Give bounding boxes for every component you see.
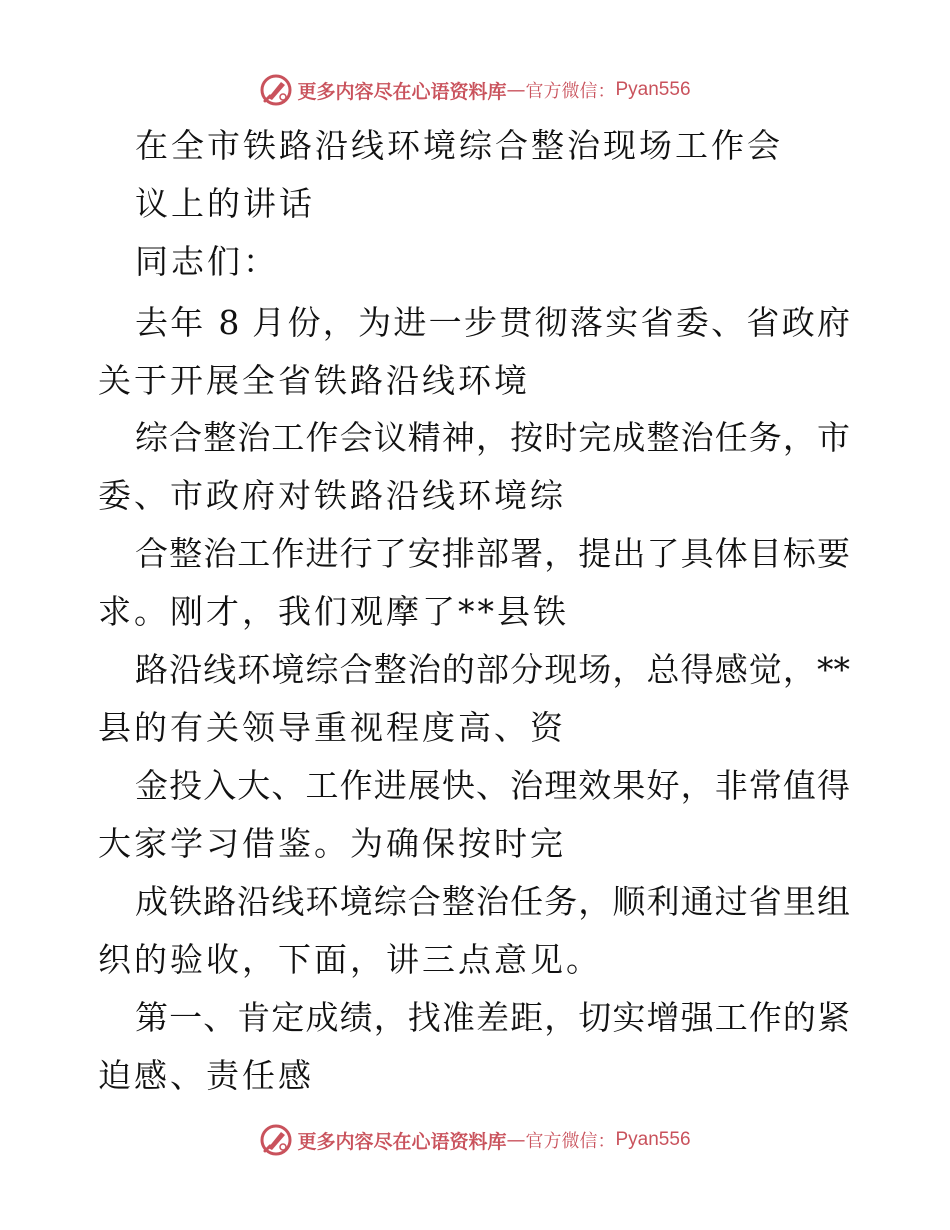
quill-pen-logo-icon [259, 1123, 293, 1157]
watermark-wechat-id: Pyan556 [615, 79, 691, 100]
paragraph-line: 成铁路沿线环境综合整治任务，顺利通过省里组 [135, 882, 850, 921]
paragraph-line: 综合整治工作会议精神，按时完成整治任务，市 [135, 418, 850, 457]
section-heading-line: 迫感、责任感 [98, 1056, 314, 1095]
paragraph-line: 委、市政府对铁路沿线环境综 [98, 476, 566, 515]
watermark-separator: — [506, 1129, 526, 1151]
paragraph-line: 织的验收，下面，讲三点意见。 [98, 940, 602, 979]
paragraph-line: 关于开展全省铁路沿线环境 [98, 361, 530, 400]
header-watermark [0, 70, 950, 110]
footer-watermark [0, 1120, 950, 1160]
quill-pen-logo-icon [259, 73, 293, 107]
paragraph-line: 路沿线环境综合整治的部分现场，总得感觉，** [135, 650, 850, 689]
paragraph-line: 求。刚才，我们观摩了**县铁 [98, 592, 569, 631]
salutation-line: 同志们： [135, 242, 279, 281]
watermark-brand-text: 更多内容尽在心语资料库 [297, 80, 507, 103]
paragraph-line: 去年 8 月份，为进一步贯彻落实省委、省政府 [135, 303, 850, 342]
document-title-line-2: 议上的讲话 [135, 184, 315, 223]
section-heading-line: 第一、肯定成绩，找准差距，切实增强工作的紧 [135, 998, 850, 1037]
watermark-wechat-label: 官方微信： [525, 81, 616, 102]
paragraph-line: 金投入大、工作进展快、治理效果好，非常值得 [135, 766, 850, 805]
paragraph-line: 县的有关领导重视程度高、资 [98, 708, 566, 747]
document-title-line-1: 在全市铁路沿线环境综合整治现场工作会 [135, 126, 783, 165]
watermark-wechat-label: 官方微信： [525, 1131, 616, 1152]
watermark-wechat-id: Pyan556 [615, 1129, 691, 1150]
watermark-brand-text: 更多内容尽在心语资料库 [297, 1130, 507, 1153]
watermark-separator: — [506, 79, 526, 101]
paragraph-line: 合整治工作进行了安排部署，提出了具体目标要 [135, 534, 850, 573]
paragraph-line: 大家学习借鉴。为确保按时完 [98, 824, 566, 863]
